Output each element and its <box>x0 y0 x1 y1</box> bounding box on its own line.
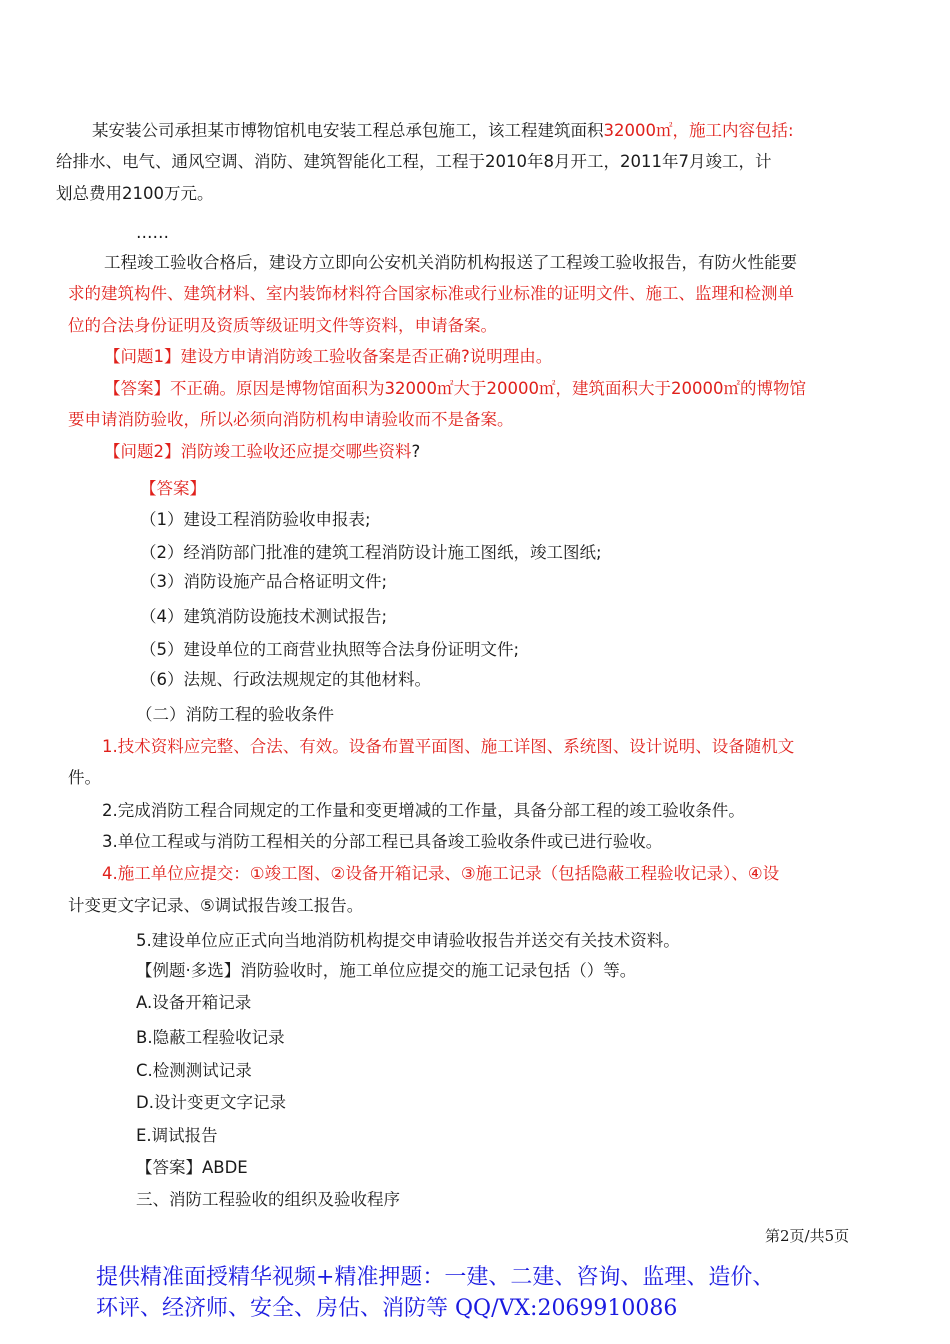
paragraph1-line1 <box>92 120 794 142</box>
answer-2-item: （3）消防设施产品合格证明文件; <box>140 572 388 591</box>
example-option: A.设备开箱记录 <box>136 993 252 1012</box>
page-number: 第2页/共5页 <box>765 1227 850 1245</box>
example-question: 【例题·多选】消防验收时，施工单位应提交的施工记录包括（）等。 <box>136 961 637 980</box>
condition-1-line2: 件。 <box>68 768 101 787</box>
condition-5: 5.建设单位应正式向当地消防机构提交申请验收报告并送交有关技术资料。 <box>136 931 680 950</box>
answer-1-line2: 要申请消防验收，所以必须向消防机构申请验收而不是备案。 <box>68 410 514 429</box>
condition-2: 2.完成消防工程合同规定的工作量和变更增减的工作量，具备分部工程的竣工验收条件。 <box>102 801 745 820</box>
example-option: D.设计变更文字记录 <box>136 1093 286 1112</box>
paragraph2-line1: 工程竣工验收合格后，建设方立即向公安机关消防机构报送了工程竣工验收报告，有防火性能要 <box>104 253 797 272</box>
example-option: B.隐蔽工程验收记录 <box>136 1028 285 1047</box>
promo-line2: 环评、经济师、安全、房估、消防等 QQ/VX:2069910086 <box>96 1296 678 1321</box>
answer-2-item: （6）法规、行政法规规定的其他材料。 <box>140 670 431 689</box>
question-1: 【问题1】建设方申请消防竣工验收备案是否正确?说明理由。 <box>104 347 553 366</box>
condition-3: 3.单位工程或与消防工程相关的分部工程已具备竣工验收条件或已进行验收。 <box>102 832 663 851</box>
paragraph1-text: 某安装公司承担某市博物馆机电安装工程总承包施工，该工程建筑面积 <box>92 121 604 140</box>
condition-4-line1: 4.施工单位应提交：①竣工图、②设备开箱记录、③施工记录（包括隐蔽工程验收记录）、④设 <box>102 864 780 883</box>
section-3-heading: 三、消防工程验收的组织及验收程序 <box>136 1190 400 1209</box>
example-answer: 【答案】ABDE <box>136 1158 248 1177</box>
example-option: E.调试报告 <box>136 1126 218 1145</box>
paragraph1-line2: 给排水、电气、通风空调、消防、建筑智能化工程，工程于2010年8月开工，2011年7月竣工，计 <box>56 152 772 171</box>
condition-1-line1: 1.技术资料应完整、合法、有效。设备布置平面图、施工详图、系统图、设计说明、设备随机文 <box>102 737 795 756</box>
paragraph1-line3: 划总费用2100万元。 <box>56 184 214 203</box>
answer-1-line1: 【答案】不正确。原因是博物馆面积为32000㎡大于20000㎡，建筑面积大于20000㎡的博物馆 <box>104 379 806 398</box>
ellipsis: …… <box>136 223 169 242</box>
paragraph2-line3: 位的合法身份证明及资质等级证明文件等资料，申请备案。 <box>68 316 497 335</box>
area-highlight: 32000㎡，施工内容包括: <box>603 121 794 140</box>
answer-2-item: （2）经消防部门批准的建筑工程消防设计施工图纸，竣工图纸; <box>140 543 602 562</box>
section-2-heading: （二）消防工程的验收条件 <box>136 705 334 724</box>
answer-2-label: 【答案】 <box>140 479 206 498</box>
example-option: C.检测测试记录 <box>136 1061 252 1080</box>
paragraph2-line2: 求的建筑构件、建筑材料、室内装饰材料符合国家标准或行业标准的证明文件、施工、监理和检测单 <box>68 284 794 303</box>
promo-line1: 提供精准面授精华视频+精准押题：一建、二建、咨询、监理、造价、 <box>96 1265 775 1290</box>
question-2-mark: ? <box>411 442 421 461</box>
answer-2-item: （1）建设工程消防验收申报表; <box>140 510 371 529</box>
condition-4-line2: 计变更文字记录、⑤调试报告竣工报告。 <box>68 896 364 915</box>
answer-2-item: （4）建筑消防设施技术测试报告; <box>140 607 388 626</box>
question-2-label: 【问题2】消防竣工验收还应提交哪些资料 <box>104 442 412 461</box>
answer-2-item: （5）建设单位的工商营业执照等合法身份证明文件; <box>140 640 520 659</box>
question-2 <box>104 441 420 463</box>
